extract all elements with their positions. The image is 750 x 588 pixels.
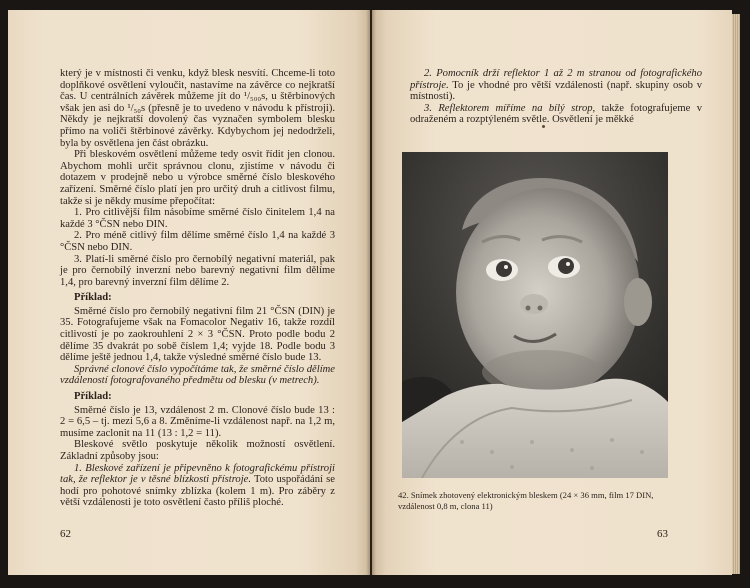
list-item-lead: 3. Reflektorem míříme na bílý strop, [424, 102, 596, 114]
page-edges [732, 14, 740, 574]
list-item-lead: 2. Pomocník drží reflektor 1 až 2 m stranou od fotografického přístroje. [410, 68, 702, 91]
list-item-text: To je vhodné pro větší vzdálenosti (např. skupiny osob v místnosti). [410, 79, 702, 103]
right-page-number: 63 [657, 528, 668, 540]
paragraph: 2. Pro méně citlivý film dělíme směrné číslo 1,4 na každé 3 °ČSN nebo DIN. [60, 230, 335, 253]
ink-speck [542, 125, 545, 128]
baby-photo [402, 152, 668, 478]
list-item-lead: 1. Bleskové zařízení je připevněno k fotografickému přístroji tak, že reflektor je v těsné blízkosti přístroje. [60, 462, 335, 486]
baby-photo-illustration [402, 152, 668, 478]
paragraph: 1. Pro citlivější film násobíme směrné číslo činitelem 1,4 na každé 3 °ČSN nebo DIN. [60, 207, 335, 230]
list-item [410, 68, 702, 103]
paragraph: Bleskové světlo poskytuje několik možností osvětlení. Základní způsoby jsou: [60, 439, 335, 462]
paragraph: Směrné číslo pro černobílý negativní film 21 °ČSN (DIN) je 35. Fotografujeme však na Fomacolor Negativ 16, takže rozdíl citlivostí je po zaokrouhlení 2 × 3 °ČSN. Proto podle bodu 2 dělíme 35 dvakrát po sobě číslem 1,4; vyjde 18. Podle bodu 3 dělíme ještě jednou 1,4, takže výsledné směrné číslo bude 13. [60, 305, 335, 364]
paragraph: Při bleskovém osvětlení můžeme tedy osvit řídit jen clonou. Abychom mohli určit správnou clonu, zjistíme v návodu či dotazem v prodejně nebo u výrobce směrné číslo bleskového zařízení. Směrné číslo platí jen pro určitý druh a citlivost filmu, takže si je někdy musíme přepočítat: [60, 149, 335, 207]
rule-paragraph [60, 364, 335, 387]
book-gutter [366, 10, 376, 575]
right-page-text [410, 68, 702, 126]
list-item [60, 463, 335, 509]
italic-text: Správné clonové číslo vypočítáme tak, že směrné číslo dělíme vzdáleností fotografovaného předmětu od blesku (v metrech). [60, 363, 335, 387]
paragraph: 3. Platí-li směrné číslo pro černobílý negativní materiál, pak je pro černobílý inverzní nebo barevný negativní film dělíme 1,4, pro barevný inverzní film dělíme 2. [60, 253, 335, 288]
left-page [8, 10, 370, 575]
list-item-text: takže fotografujeme v odraženém a rozptýleném světle. Osvětlení je měkké [410, 102, 702, 126]
list-item-text: Toto uspořádání se hodí pro pohotové snímky zblízka (kolem 1 m). Pro záběry z větší vzdálenosti je toto osvětlení často příliš ploché. [60, 474, 335, 509]
paragraph: Směrné číslo je 13, vzdálenost 2 m. Clonové číslo bude 13 : 2 = 6,5 – tj. mezi 5,6 a 8. Změníme-li vzdálenost např. na 1,2 m, musíme zaclonit na 11 (13 : 1,2 = 11). [60, 404, 335, 439]
right-page [372, 10, 732, 575]
paragraph: který je v místnosti či venku, když blesk nesvítí. Chceme-li toto doplňkové osvětlení vyloučit, nastavíme na závěrce co nejkratší čas. U centrálních závěrek můžeme jít do ¹/₅₀₀s, u štěrbinových však jen asi do ¹/₅₀s (přesně je to uvedeno v návodu k přístroji). Někdy je nejkratší dovolený čas vyznačen symbolem blesku přímo na voliči štěrbinové závěrky. Kdybychom jej nedodrželi, byla by osvětlena jen část obrázku. [60, 68, 335, 149]
section-heading: Příklad: [74, 391, 112, 403]
left-page-number: 62 [60, 528, 71, 540]
section-heading: Příklad: [74, 292, 112, 304]
photo-caption: 42. Snímek zhotovený elektronickým bleskem (24 × 36 mm, film 17 DIN, vzdálenost 0,8 m, clona 11) [398, 490, 654, 511]
left-page-text [60, 68, 335, 509]
list-item [410, 103, 702, 126]
